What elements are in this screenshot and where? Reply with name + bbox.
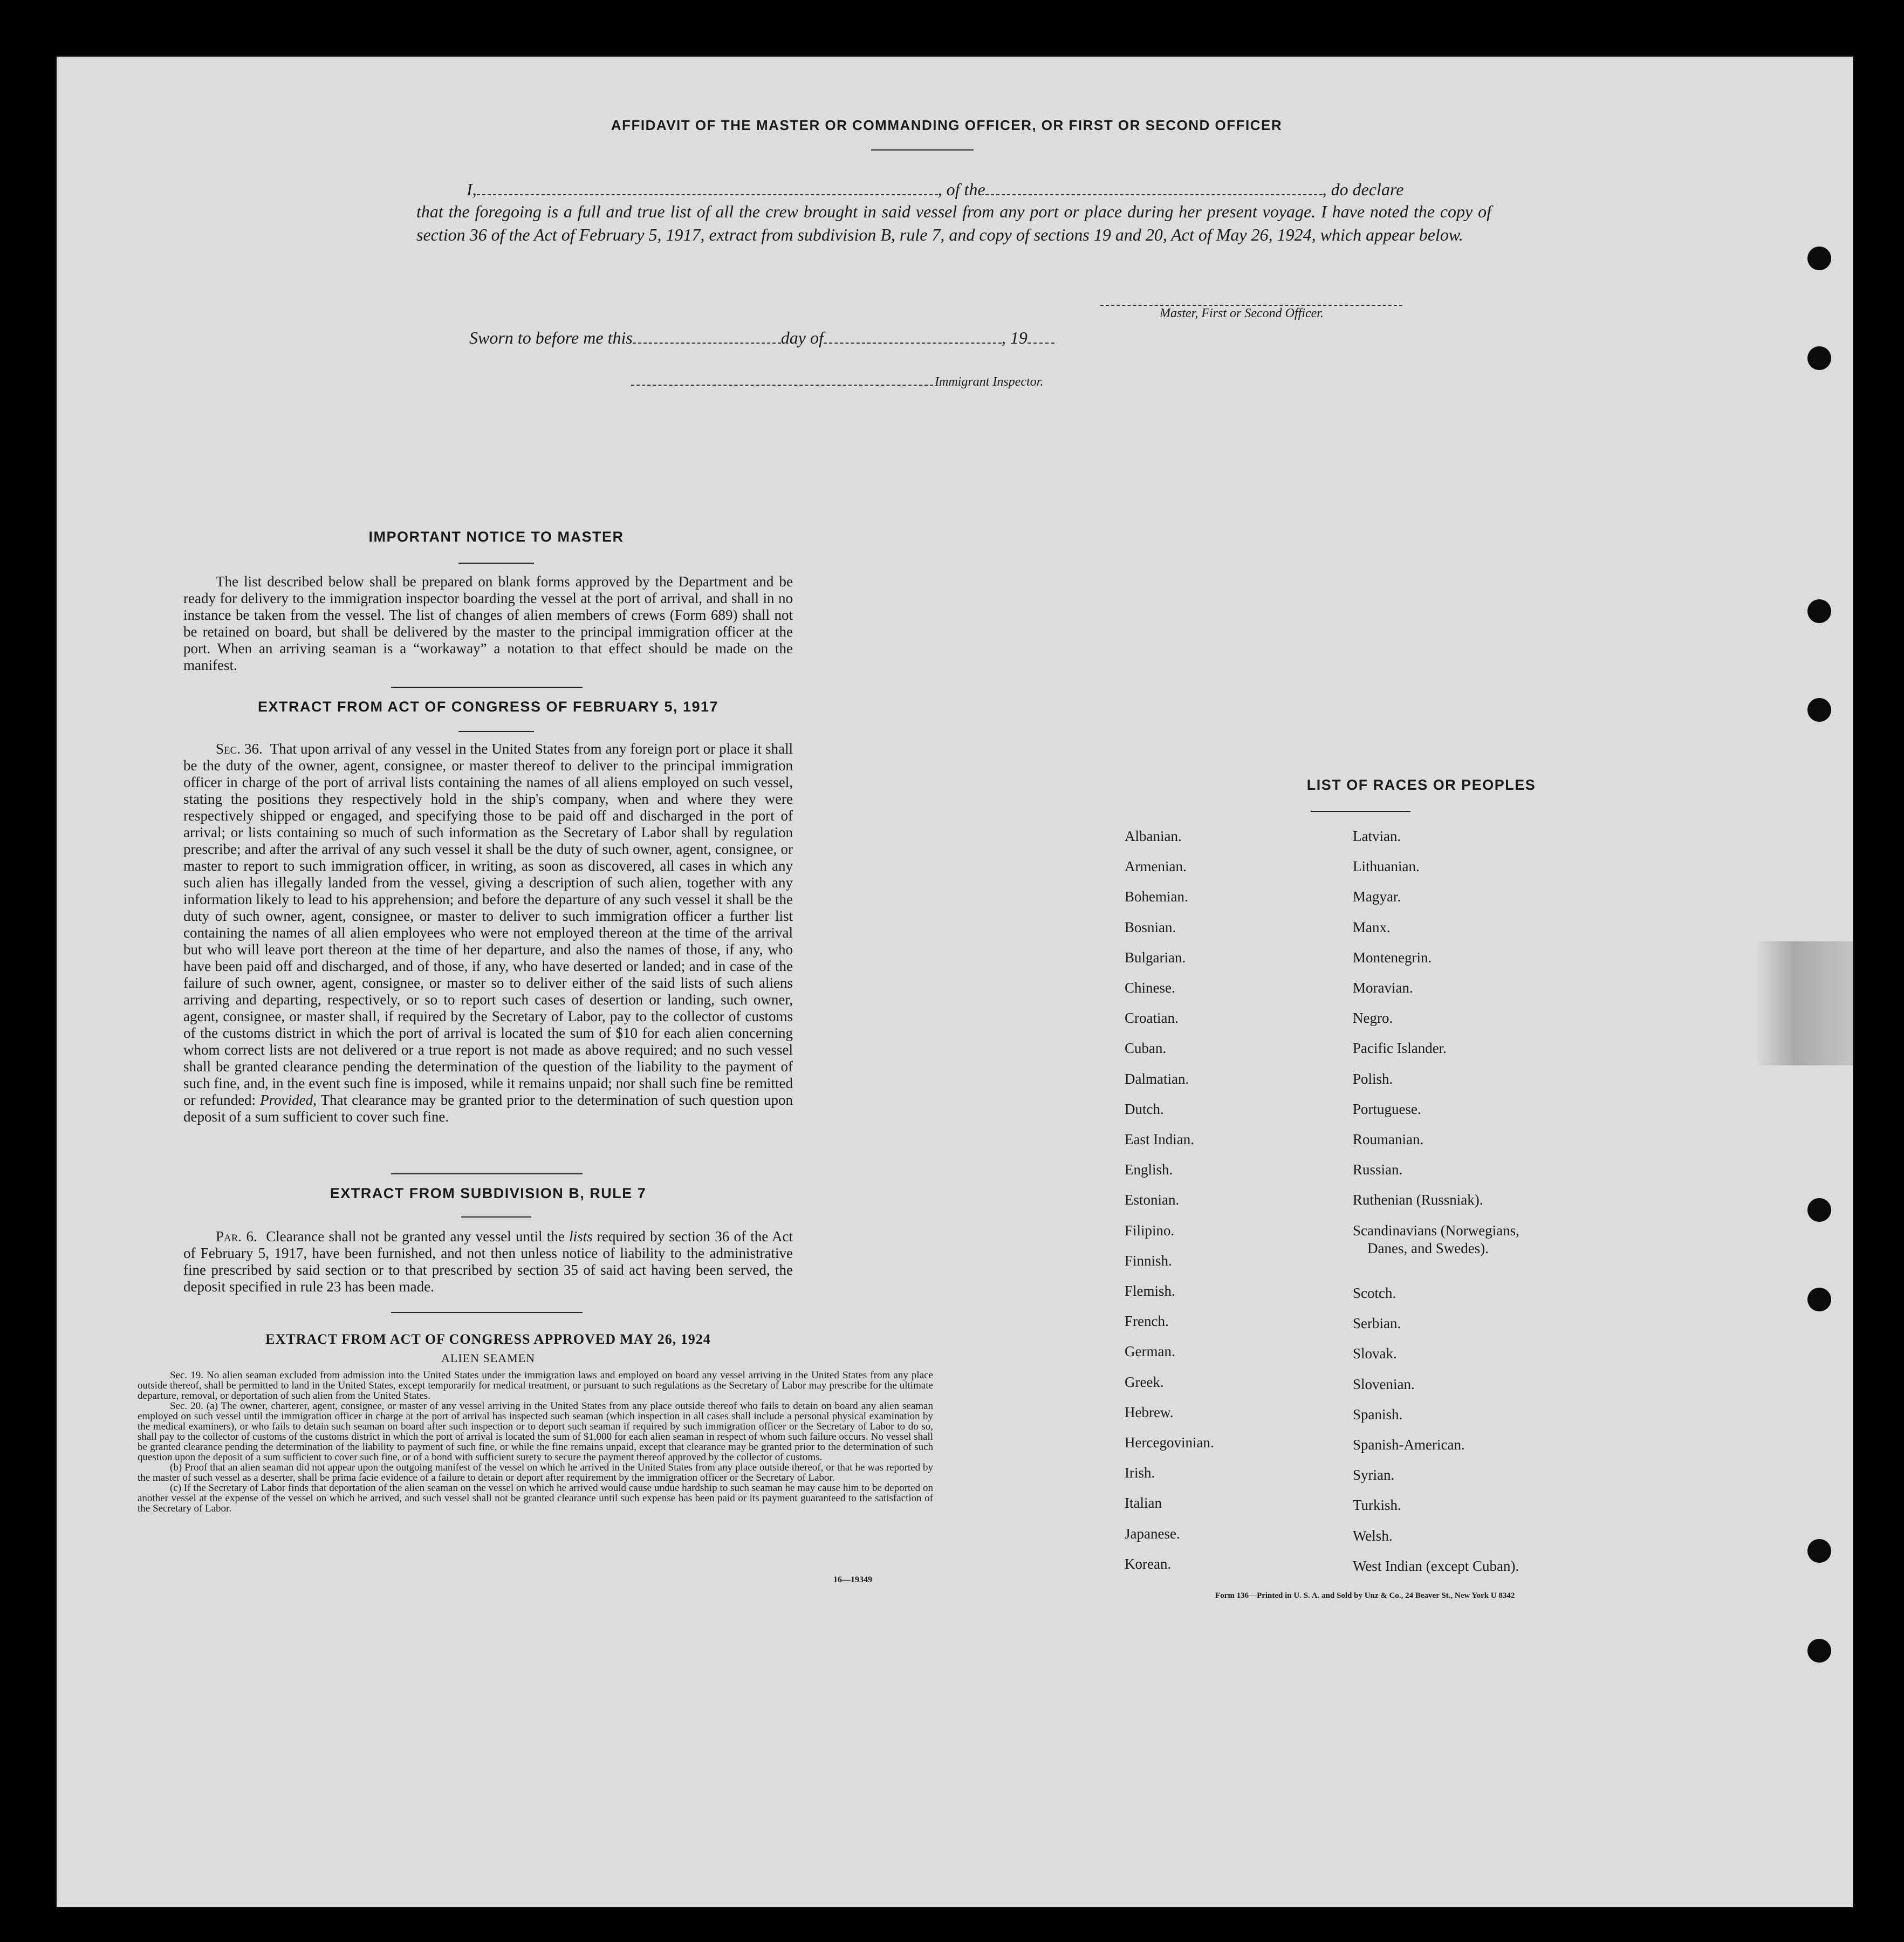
document-page	[57, 57, 1853, 1907]
declare-suffix: , do declare	[1322, 180, 1404, 199]
race-item: Albanian.	[1125, 828, 1182, 844]
title-divider	[871, 149, 974, 151]
declaration-body: that the foregoing is a full and true list of all the crew brought in said vessel from any port or place during her present voyage. I have noted the copy of section 36 of the Act of February 5, 1917, extract from subdivision B, rule 7, and copy of sections 19 and 20, Act of May 26, 1924, which appear below.	[416, 202, 1491, 244]
sworn-prefix: Sworn to before me this	[469, 328, 633, 347]
race-item: Scandinavians (Norwegians,	[1353, 1222, 1519, 1239]
declarant-prefix: I,	[467, 180, 477, 199]
sworn-year-blank[interactable]	[1028, 331, 1054, 344]
section-36-end: That clearance may be granted prior to the determination of such question upon deposit of a sum sufficient to cover such fine.	[183, 1092, 793, 1125]
master-signature-line[interactable]	[1100, 305, 1402, 306]
race-item: Dutch.	[1125, 1100, 1164, 1117]
race-item: Negro.	[1353, 1010, 1393, 1027]
sworn-day-blank[interactable]	[633, 331, 781, 344]
extract-1924-title: EXTRACT FROM ACT OF CONGRESS APPROVED MAY 26, 1924	[265, 1331, 711, 1347]
notice-end-divider	[391, 687, 583, 688]
race-item: Cuban.	[1125, 1040, 1167, 1057]
punch-hole	[1807, 1198, 1831, 1222]
rule7-body	[183, 1228, 793, 1295]
rule7-end-divider	[391, 1312, 583, 1313]
punch-hole	[1807, 599, 1831, 623]
race-item: Turkish.	[1353, 1497, 1401, 1514]
sworn-month-blank[interactable]	[824, 331, 1002, 344]
race-item: Spanish.	[1353, 1406, 1403, 1423]
race-item: Slovak.	[1353, 1345, 1397, 1362]
race-item: Portuguese.	[1353, 1100, 1421, 1117]
sworn-year-label: , 19	[1001, 328, 1028, 347]
race-item: Welsh.	[1353, 1527, 1393, 1544]
notice-text: The list described below shall be prepared on blank forms approved by the Department and be ready for delivery to the immigration inspector boarding the vessel at the port of arrival, and shall in no instance be taken from the vessel. The list of changes of alien members of crews (Form 689) shall not be retained on board, but shall be delivered by the master to the principal immigration officer at the port. When an arriving seaman is a “workaway” a notation to that effect should be made on the manifest.	[183, 573, 793, 673]
race-item: Montenegrin.	[1353, 949, 1432, 966]
par-6-label: Par. 6.	[216, 1228, 257, 1244]
section-20b-text: (b) Proof that an alien seaman did not appear upon the outgoing manifest of the vessel on which he arrived in the United States from any place outside thereof, or that he was reported by the master of such vessel as a deserter, shall be prima facie evidence of a failure to detain or deport after requirement by the immigration officer or the Secretary of Labor.	[138, 1462, 933, 1483]
race-item: Manx.	[1353, 919, 1391, 935]
race-item: German.	[1125, 1343, 1175, 1360]
race-item: Polish.	[1353, 1070, 1393, 1087]
race-item: Croatian.	[1125, 1010, 1179, 1027]
race-item: Moravian.	[1353, 980, 1413, 996]
race-item: West Indian (except Cuban).	[1353, 1557, 1519, 1574]
extract-1917-body	[183, 741, 793, 1125]
race-item: Pacific Islander.	[1353, 1040, 1447, 1057]
extract-1917-end-divider	[391, 1173, 583, 1174]
race-item: Syrian.	[1353, 1467, 1395, 1483]
race-item: Greek.	[1125, 1373, 1164, 1390]
race-item: Magyar.	[1353, 888, 1401, 905]
scan-smudge	[1756, 941, 1853, 1065]
notice-divider	[458, 563, 534, 564]
section-36-text: That upon arrival of any vessel in the United States from any foreign port or place it shall be the duty of the owner, agent, consignee, or master thereof to deliver to the principal immigration officer in charge of the port of arrival lists containing the names of all aliens employed on such vessel, stating the positions they respectively hold in the ship's company, when and where they were respectively shipped or engaged, and specifying those to be paid off and discharged in the port of arrival; or lists containing so much of such information as the Secretary of Labor shall by regulation prescribe; and after the arrival of any such vessel it shall be the duty of such owner, agent, consignee, or master to report to such immigration officer, in writing, as soon as discovered, all cases in which any such alien has illegally landed from the vessel, giving a description of such alien, together with any information likely to lead to his apprehension; and before the departure of any such vessel it shall be the duty of such owner, agent, consignee, or master to deliver to such immigration officer a further list containing the names of all alien employees who were not employed thereon at the time of the arrival but who will leave port thereon at the time of her departure, and also the names of those, if any, who have been paid off and discharged, and of those, if any, who have deserted or landed; and in case of the failure of such owner, agent, consignee, or master so to deliver either of the said lists of such aliens arriving and departing, respectively, or so to report such cases of desertion or landing, such owner, agent, consignee, or master shall, if required by the Secretary of Labor, pay to the collector of customs of the customs district in which the port of arrival is located the sum of $10 for each alien concerning whom correct lists are not delivered or a true report is not made as above required; and no such vessel shall be granted clearance pending the determination of the question of the liability to the payment of such fine, and, in the event such fine is imposed, while it remains unpaid; nor shall such fine be remitted or refunded:	[183, 741, 793, 1108]
race-item: Slovenian.	[1353, 1376, 1415, 1392]
extract-1917-title: EXTRACT FROM ACT OF CONGRESS OF FEBRUARY 5, 1917	[257, 699, 719, 715]
lists-word: lists	[569, 1228, 593, 1244]
race-item: Bosnian.	[1125, 919, 1176, 935]
race-item: Lithuanian.	[1353, 858, 1420, 875]
race-item: Danes, and Swedes).	[1367, 1240, 1489, 1256]
race-item: Filipino.	[1125, 1222, 1175, 1239]
name-blank[interactable]	[477, 182, 938, 195]
notice-body	[183, 573, 793, 674]
punch-hole	[1807, 1288, 1831, 1311]
race-item: English.	[1125, 1161, 1173, 1178]
extract-1924-body	[138, 1370, 933, 1514]
race-item: Japanese.	[1125, 1525, 1180, 1542]
par-6-text-b: required by section 36 of the Act of February 5, 1917, have been furnished, and not then unless notice of liability to the administrative fine prescribed by said section or to that prescribed by section 35 of said act having been served, the deposit specified in rule 23 has been made.	[183, 1228, 793, 1295]
race-item: Roumanian.	[1353, 1131, 1424, 1147]
races-divider	[1311, 811, 1410, 812]
declaration-line	[467, 178, 1491, 201]
race-item: Scotch.	[1353, 1285, 1396, 1301]
race-item: Italian	[1125, 1495, 1162, 1512]
vessel-prefix: , of the	[937, 180, 985, 199]
race-item: East Indian.	[1125, 1131, 1194, 1147]
race-item: Ruthenian (Russniak).	[1353, 1192, 1483, 1208]
punch-hole	[1807, 1539, 1831, 1563]
race-item: Estonian.	[1125, 1192, 1180, 1208]
section-20a-text: Sec. 20. (a) The owner, charterer, agent, consignee, or master of any vessel arriving in the United States from any place outside thereof who fails to detain on board any alien seaman employed on such vessel until the immigration officer in charge at the port of arrival has inspected such seaman (which inspection in all cases shall include a personal physical examination by the medical examiners), or who fails to detain such seaman on board after such inspection or to deport such seaman if required by such immigration officer or the Secretary of Labor to do so, shall pay to the collector of customs of the customs district in which the port of arrival is located the sum of $1,000 for each alien seaman in respect of whom such failure occurs. No vessel shall be granted clearance pending the determination of the liability to payment of such fine, or while the fine remains unpaid, except that clearance may be granted prior to the determination of such question upon the deposit of a sum sufficient to cover such fine, or of a bond with sufficient surety to secure the payment thereof approved by the collector of customs.	[138, 1400, 933, 1463]
affidavit-title: AFFIDAVIT OF THE MASTER OR COMMANDING OFFICER, OR FIRST OR SECOND OFFICER	[611, 117, 1283, 133]
form-footer: Form 136—Printed in U. S. A. and Sold by Unz & Co., 24 Beaver St., New York U 8342	[1215, 1591, 1515, 1600]
punch-hole	[1807, 698, 1831, 722]
inspector-signature-line[interactable]	[631, 385, 933, 386]
race-item: Korean.	[1125, 1555, 1172, 1572]
race-item: Hebrew.	[1125, 1404, 1174, 1420]
race-item: Hercegovinian.	[1125, 1434, 1214, 1451]
race-item: Russian.	[1353, 1161, 1403, 1178]
par-6-text-a: Clearance shall not be granted any vessel until the	[266, 1228, 565, 1244]
race-item: Chinese.	[1125, 980, 1175, 996]
race-item: Spanish-American.	[1353, 1437, 1465, 1453]
master-signature-label: Master, First or Second Officer.	[1160, 306, 1324, 320]
punch-hole	[1807, 1639, 1831, 1663]
race-item: Armenian.	[1125, 858, 1187, 875]
inspector-signature-label: Immigrant Inspector.	[935, 375, 1044, 389]
sworn-line	[469, 326, 1054, 350]
punch-hole	[1807, 247, 1831, 270]
rule7-title: EXTRACT FROM SUBDIVISION B, RULE 7	[330, 1185, 647, 1201]
race-item: Flemish.	[1125, 1283, 1175, 1299]
section-19-text: Sec. 19. No alien seaman excluded from admission into the United States under the immigration laws and employed on board any vessel arriving in the United States from any place outside thereof, shall be permitted to land in the United States, except temporarily for medical treatment, or pursuant to such regulations as the Secretary of Labor may prescribe for the ultimate departure, removal, or deportation of such alien from the United States.	[138, 1370, 933, 1401]
extract-1924-subtitle: ALIEN SEAMEN	[441, 1351, 535, 1365]
extract-1917-divider	[458, 731, 534, 732]
race-item: Bohemian.	[1125, 888, 1188, 905]
races-title: LIST OF RACES OR PEOPLES	[1306, 777, 1536, 793]
race-item: Finnish.	[1125, 1252, 1172, 1269]
race-item: French.	[1125, 1313, 1169, 1330]
race-item: Serbian.	[1353, 1315, 1401, 1332]
sworn-day-label: day of	[780, 328, 824, 347]
race-item: Irish.	[1125, 1465, 1155, 1481]
race-item: Bulgarian.	[1125, 949, 1186, 966]
vessel-blank[interactable]	[985, 182, 1323, 195]
notice-title: IMPORTANT NOTICE TO MASTER	[368, 529, 624, 545]
race-item: Dalmatian.	[1125, 1070, 1189, 1087]
rule7-divider	[461, 1216, 531, 1218]
punch-hole	[1807, 346, 1831, 370]
section-20c-text: (c) If the Secretary of Labor finds that deportation of the alien seaman on the vessel on which he arrived would cause undue hardship to such seaman he may cause him to be deported on another vessel at the expense of the vessel on which he arrived, and such vessel shall not be granted clearance until such expense has been paid or its payment guaranteed to the satisfaction of the Secretary of Labor.	[138, 1482, 933, 1514]
print-code: 16—19349	[833, 1575, 872, 1584]
race-item: Latvian.	[1353, 828, 1401, 844]
section-36-label: Sec. 36.	[216, 741, 263, 757]
provided-word: Provided,	[260, 1092, 317, 1108]
